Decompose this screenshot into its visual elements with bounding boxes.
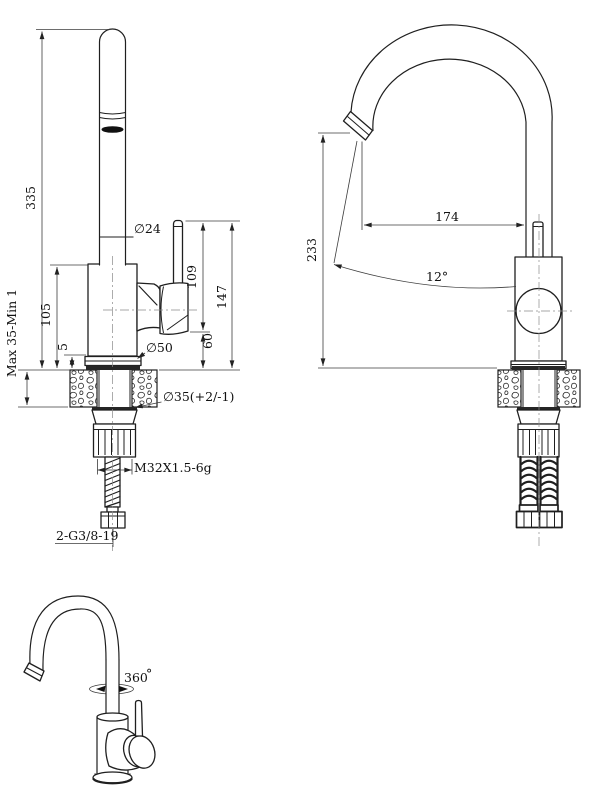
swivel-dimensions	[124, 666, 152, 685]
dim-flange-label: 5	[55, 343, 70, 351]
side-body	[511, 257, 566, 370]
dim-angle-label: 12°	[426, 269, 449, 284]
dim-spout-diameter-label: ∅24	[134, 221, 161, 236]
side-dimensions	[304, 133, 524, 368]
front-counter-deck	[70, 370, 157, 407]
side-view	[304, 25, 580, 549]
aerator-band	[102, 126, 124, 133]
dim-hole-diameter-label: ∅35(+2/-1)	[163, 389, 235, 404]
dim-degree-label: °	[146, 666, 153, 681]
dim-deck-range-label: Max 35-Min 1	[4, 288, 19, 378]
front-handle	[137, 221, 188, 335]
dim-lever-overall-label: 147	[214, 285, 229, 309]
front-spout-pipe	[100, 29, 134, 265]
front-view	[4, 29, 240, 551]
front-mounting-hardware	[92, 407, 137, 528]
swivel-view	[24, 596, 159, 783]
dim-lever-height-label: 109	[184, 265, 199, 289]
side-mounting-hardware	[517, 407, 560, 457]
dim-body-diameter-label: ∅50	[146, 340, 173, 355]
dim-body-height-label: 105	[38, 303, 53, 327]
dim-handle-to-deck-label: 60	[200, 333, 215, 349]
dim-mount-thread-label: M32X1.5-6g	[134, 460, 212, 475]
dim-rotation-label: 360	[124, 670, 148, 685]
dim-spout-height-label: 233	[304, 238, 319, 262]
hose-nut	[101, 512, 125, 528]
hose-end-nut	[517, 512, 540, 528]
front-base-flange	[85, 357, 141, 371]
dim-height-label: 335	[23, 186, 38, 210]
swivel-riser	[106, 660, 119, 715]
swivel-spout	[24, 596, 119, 681]
hose-end-nut	[540, 512, 563, 528]
dim-reach-label: 174	[435, 209, 459, 224]
dim-hose-thread-label: 2-G3/8-19	[56, 528, 119, 543]
